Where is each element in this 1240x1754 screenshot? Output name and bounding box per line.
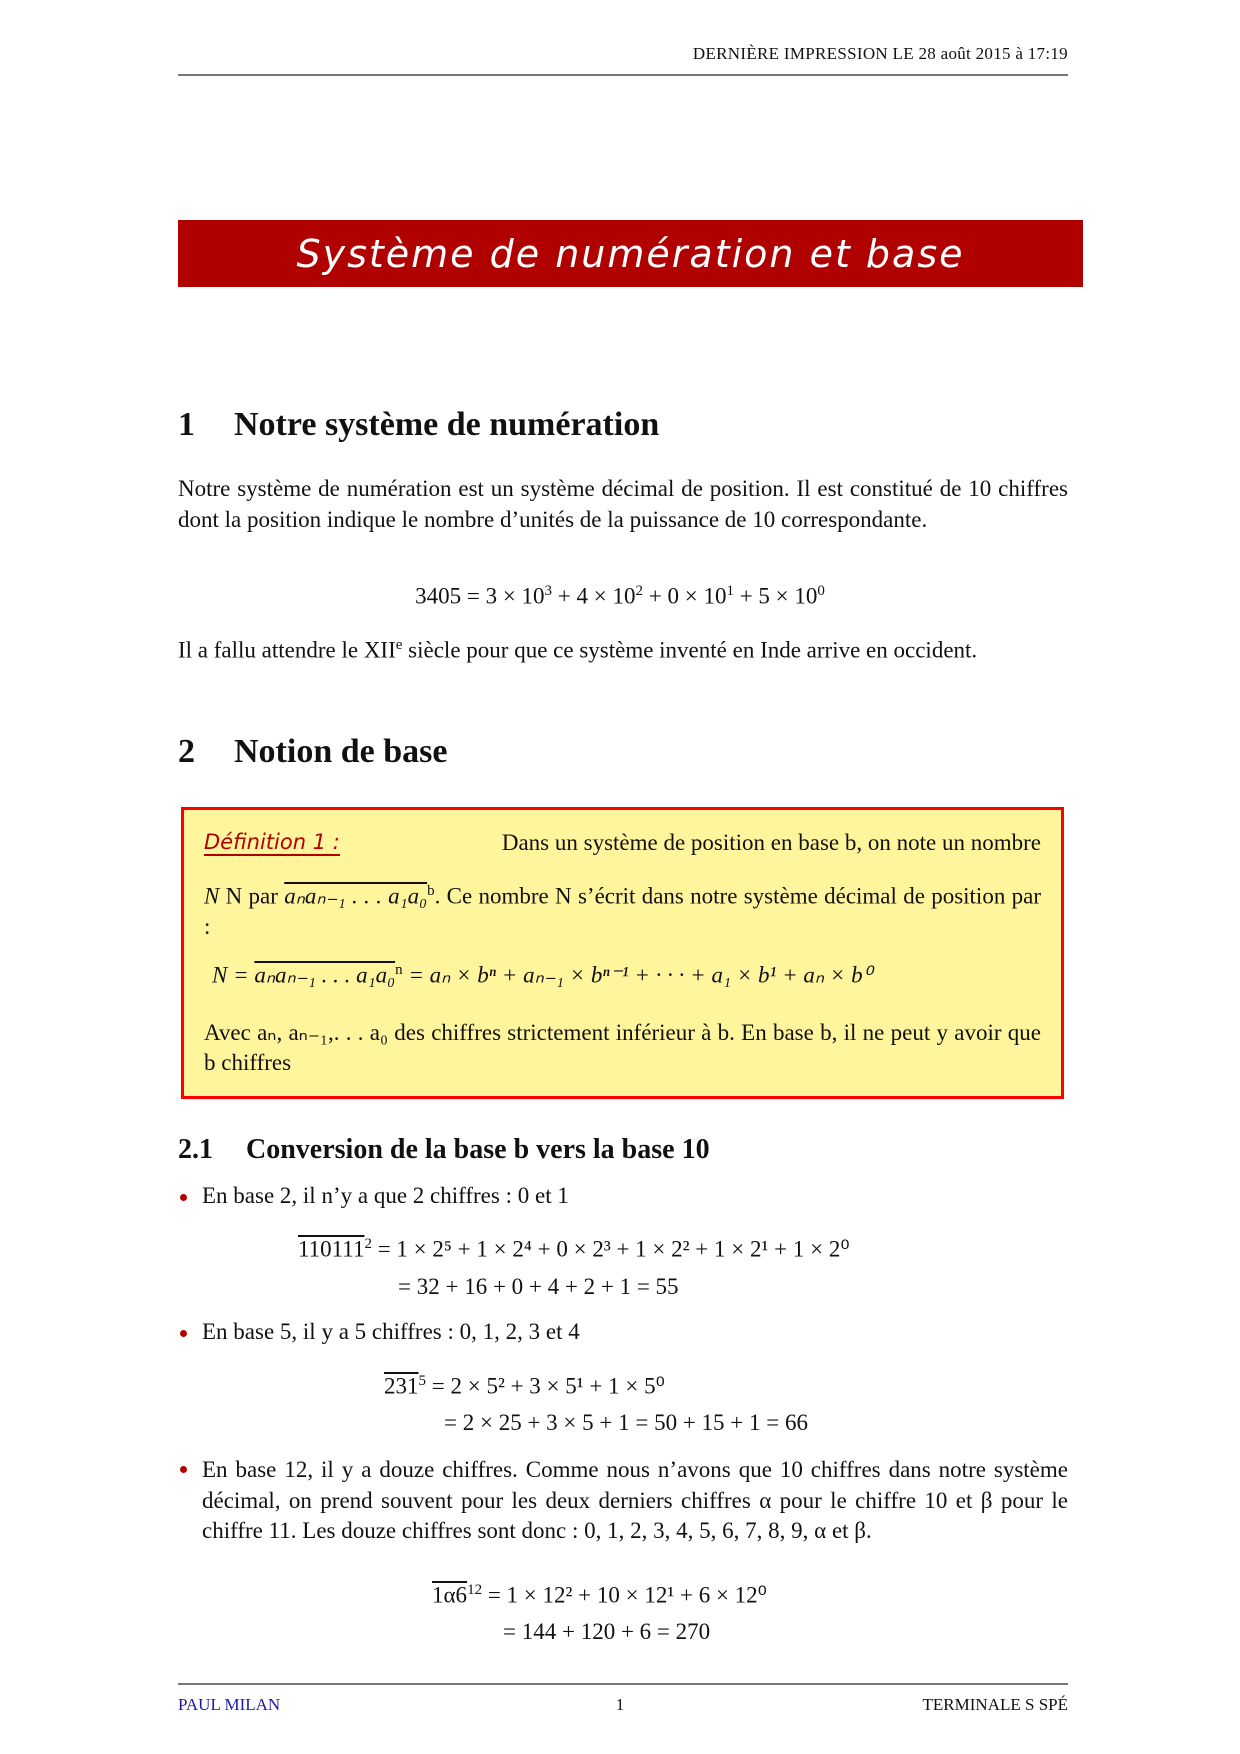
header-rule (178, 74, 1068, 76)
history-paragraph: Il a fallu attendre le XIIe siècle pour que ce système inventé en Inde arrive en occident. (178, 637, 978, 663)
bullet-icon (180, 1330, 187, 1337)
bullet-base-2: En base 2, il n’y a que 2 chiffres : 0 et 1 (178, 1183, 1068, 1209)
print-date-header: DERNIÈRE IMPRESSION LE 28 août 2015 à 17:19 (692, 44, 1068, 63)
bullet-base-12: En base 12, il y a douze chiffres. Comme nous n’avons que 10 chiffres dans notre système décimal, on prend souvent pour les deux derniers chiffres α pour le chiffre 10 et β pour le chiffre 11. Les douze chiffres sont donc : 0, 1, 2, 3, 4, 5, 6, 7, 8, 9, α et β. (178, 1455, 1068, 1547)
section-2-heading (178, 733, 447, 771)
page-number: 1 (615, 1695, 625, 1714)
base-2-conversion-line-2: = 32 + 16 + 0 + 4 + 2 + 1 = 55 (398, 1274, 679, 1299)
definition-line-1: Dans un système de position en base b, on note un nombre (501, 830, 1041, 855)
base-12-conversion-line-1: $1\alpha 6^{12} = 1 \times 12^2 + 10 \times 12^1 + 6 \times 12^0$ (432, 1582, 767, 1608)
bullet-base-5: En base 5, il y a 5 chiffres : 0, 1, 2, 3 et 4 (178, 1319, 1068, 1345)
section-number: 1 (178, 406, 195, 443)
bullet-icon (180, 1466, 187, 1473)
section-1-paragraph: Notre système de numération est un système décimal de position. Il est constitué de 10 chiffres dont la position indique le nombre d’unités de la puissance de 10 correspondante. (178, 476, 1068, 532)
bullet-icon (180, 1194, 187, 1201)
section-1-heading (178, 406, 659, 444)
section-title: Notre système de numération (234, 406, 660, 443)
base-2-conversion-line-1: $110111^2 = 1 \times 2^5 + 1 \times 2^4 + 0 \times 2^3 + 1 \times 2^2 + 1 \times 2^1 + 1 \times 2^0$ (298, 1236, 850, 1262)
footer-author-link[interactable]: PAUL MILAN (178, 1695, 281, 1714)
equation-3405: $3405 = 3 \times 10^3 + 4 \times 10^2 + 0 \times 10^1 + 5 \times 10^0$ (415, 583, 825, 609)
document-title: Système de numération et base (178, 220, 1083, 287)
base-5-conversion-line-1: $231^5 = 2 \times 5^2 + 3 \times 5^1 + 1 \times 5^0$ (384, 1373, 665, 1399)
section-title: Notion de base (234, 733, 448, 770)
definition-box (181, 807, 1064, 1099)
base-12-conversion-line-2: = 144 + 120 + 6 = 270 (503, 1619, 711, 1644)
definition-formula: N = aₙaₙ₋₁ . . . a₁a₀$^n$ = aₙ × bⁿ + aₙ₋₁ × bⁿ⁻¹ + · · · + a₁ × b¹ + aₙ × b⁰ (212, 962, 872, 988)
footer-rule (178, 1683, 1068, 1685)
base-5-conversion-line-2: = 2 × 25 + 3 × 5 + 1 = 50 + 15 + 1 = 66 (444, 1410, 808, 1435)
subsection-2-1-heading: 2.1 Conversion de la base b vers la base 10 (178, 1134, 710, 1165)
definition-line-3: Avec aₙ, aₙ₋₁,. . . a₀ des chiffres strictement inférieur à b. En base b, il ne peut y avoir que b chiffres (204, 1020, 1041, 1075)
definition-line-2: N N par aₙaₙ₋₁ . . . a₁a₀$^b$. Ce nombre N s’écrit dans notre système décimal de position par : (204, 883, 1041, 939)
section-number: 2 (178, 733, 195, 770)
footer-class: TERMINALE S SPÉ (922, 1695, 1068, 1714)
definition-label: Définition 1 : (204, 830, 340, 854)
